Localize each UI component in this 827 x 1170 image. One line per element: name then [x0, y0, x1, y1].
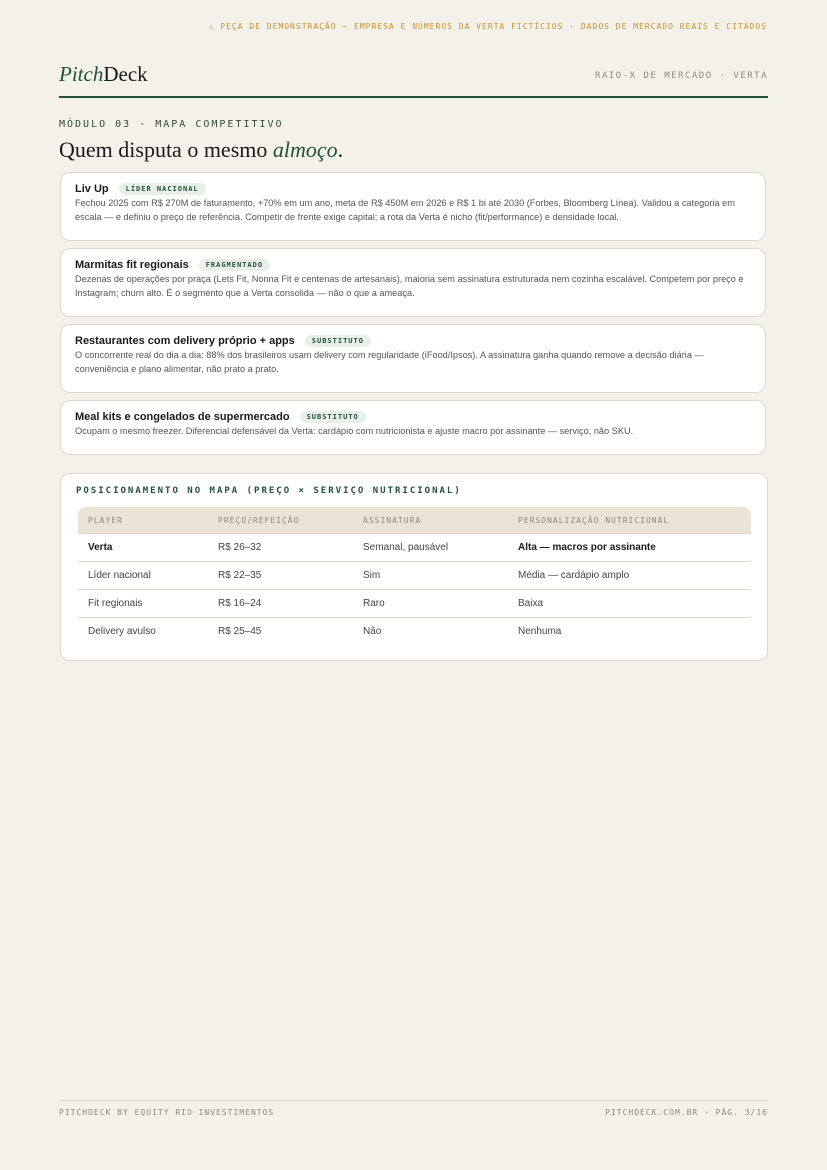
- logo-deck: Deck: [103, 62, 148, 86]
- table-cell: Semanal, pausável: [353, 534, 508, 562]
- table-cell: Média — cardápio amplo: [508, 562, 751, 590]
- table-cell: Verta: [78, 534, 208, 562]
- section-title: [59, 137, 343, 163]
- competitor-description: Fechou 2025 com R$ 270M de faturamento, +70% em um ano, meta de R$ 450M em 2026 e R$ 1 bi até 2030 (Forbes, Bloomberg Línea). Validou a categoria em escala — e definiu o preço de referência. Competir de frente exige capital; a rota da Verta é nicho (fit/performance) e densidade local.: [75, 198, 735, 222]
- header-subtitle: RAIO-X DE MERCADO · VERTA: [595, 71, 768, 81]
- competitor-description: Dezenas de operações por praça (Lets Fit, Nonna Fit e centenas de artesanais), maioria sem assinatura estruturada nem cozinha escalável. Competem por preço e Instagram; churn alto. É o segmento que a Verta consolida — não o que a ameaça.: [75, 274, 744, 298]
- title-pre: Quem disputa o mesmo: [59, 137, 273, 162]
- table-cell: Fit regionais: [78, 590, 208, 618]
- competitor-name: Restaurantes com delivery próprio + apps: [75, 335, 295, 347]
- table-cell: Não: [353, 618, 508, 646]
- footer-page-number[interactable]: PITCHDECK.COM.BR · PÁG. 3/16: [605, 1108, 768, 1117]
- table-cell: Sim: [353, 562, 508, 590]
- module-eyebrow: MÓDULO 03 · MAPA COMPETITIVO: [59, 119, 284, 130]
- competitor-name: Meal kits e congelados de supermercado: [75, 411, 290, 423]
- competitor-name: Marmitas fit regionais: [75, 259, 189, 271]
- table-cell: R$ 25–45: [208, 618, 353, 646]
- competitor-badge: FRAGMENTADO: [199, 259, 270, 271]
- column-header: PLAYER: [78, 507, 208, 534]
- pitchdeck-logo[interactable]: [59, 62, 148, 87]
- table-cell: Alta — macros por assinante: [508, 534, 751, 562]
- competitor-badge: SUBSTITUTO: [300, 411, 366, 423]
- table-row: [78, 618, 751, 646]
- table-cell: Nenhuma: [508, 618, 751, 646]
- table-row: [78, 562, 751, 590]
- map-title: POSICIONAMENTO NO MAPA (PREÇO × SERVIÇO NUTRICIONAL): [76, 486, 462, 496]
- positioning-table: [78, 507, 751, 645]
- table-cell: Líder nacional: [78, 562, 208, 590]
- table-header-row: [78, 507, 751, 534]
- competitor-card-liv-up: [60, 172, 766, 241]
- logo-pitch: Pitch: [59, 62, 104, 86]
- table-cell: Baixa: [508, 590, 751, 618]
- table-cell: R$ 16–24: [208, 590, 353, 618]
- competitor-card-delivery: [60, 324, 766, 393]
- competitor-badge: SUBSTITUTO: [305, 335, 371, 347]
- page-footer: [59, 1100, 768, 1117]
- table-row: [78, 534, 751, 562]
- title-post: .: [337, 137, 344, 162]
- column-header: PERSONALIZAÇÃO NUTRICIONAL: [508, 507, 751, 534]
- table-row: [78, 590, 751, 618]
- title-accent: almoço: [272, 137, 338, 162]
- competitor-card-regionais: [60, 248, 766, 317]
- demo-disclaimer: ⚠ PEÇA DE DEMONSTRAÇÃO — EMPRESA E NÚMEROS DA VERTA FICTÍCIOS · DADOS DE MERCADO REAIS E CITADOS: [208, 22, 767, 31]
- competitor-badge: LÍDER NACIONAL: [119, 183, 206, 195]
- competitor-name: Liv Up: [75, 183, 109, 195]
- competitor-description: O concorrente real do dia a dia: 88% dos brasileiros usam delivery com regularidade (iFood/Ipsos). A assinatura ganha quando remove a decisão diária — conveniência e plano alimentar, não prato a prato.: [75, 350, 704, 374]
- competitor-description: Ocupam o mesmo freezer. Diferencial defensável da Verta: cardápio com nutricionista e ajuste macro por assinante — serviço, não SKU.: [75, 426, 634, 436]
- positioning-map-card: [60, 473, 768, 661]
- page-header: [59, 60, 768, 98]
- competitor-card-meal-kits: [60, 400, 766, 455]
- table-cell: R$ 22–35: [208, 562, 353, 590]
- table-cell: R$ 26–32: [208, 534, 353, 562]
- table-cell: Raro: [353, 590, 508, 618]
- table-cell: Delivery avulso: [78, 618, 208, 646]
- column-header: ASSINATURA: [353, 507, 508, 534]
- footer-credit: PITCHDECK BY EQUITY RIO INVESTIMENTOS: [59, 1108, 275, 1117]
- column-header: PREÇO/REFEIÇÃO: [208, 507, 353, 534]
